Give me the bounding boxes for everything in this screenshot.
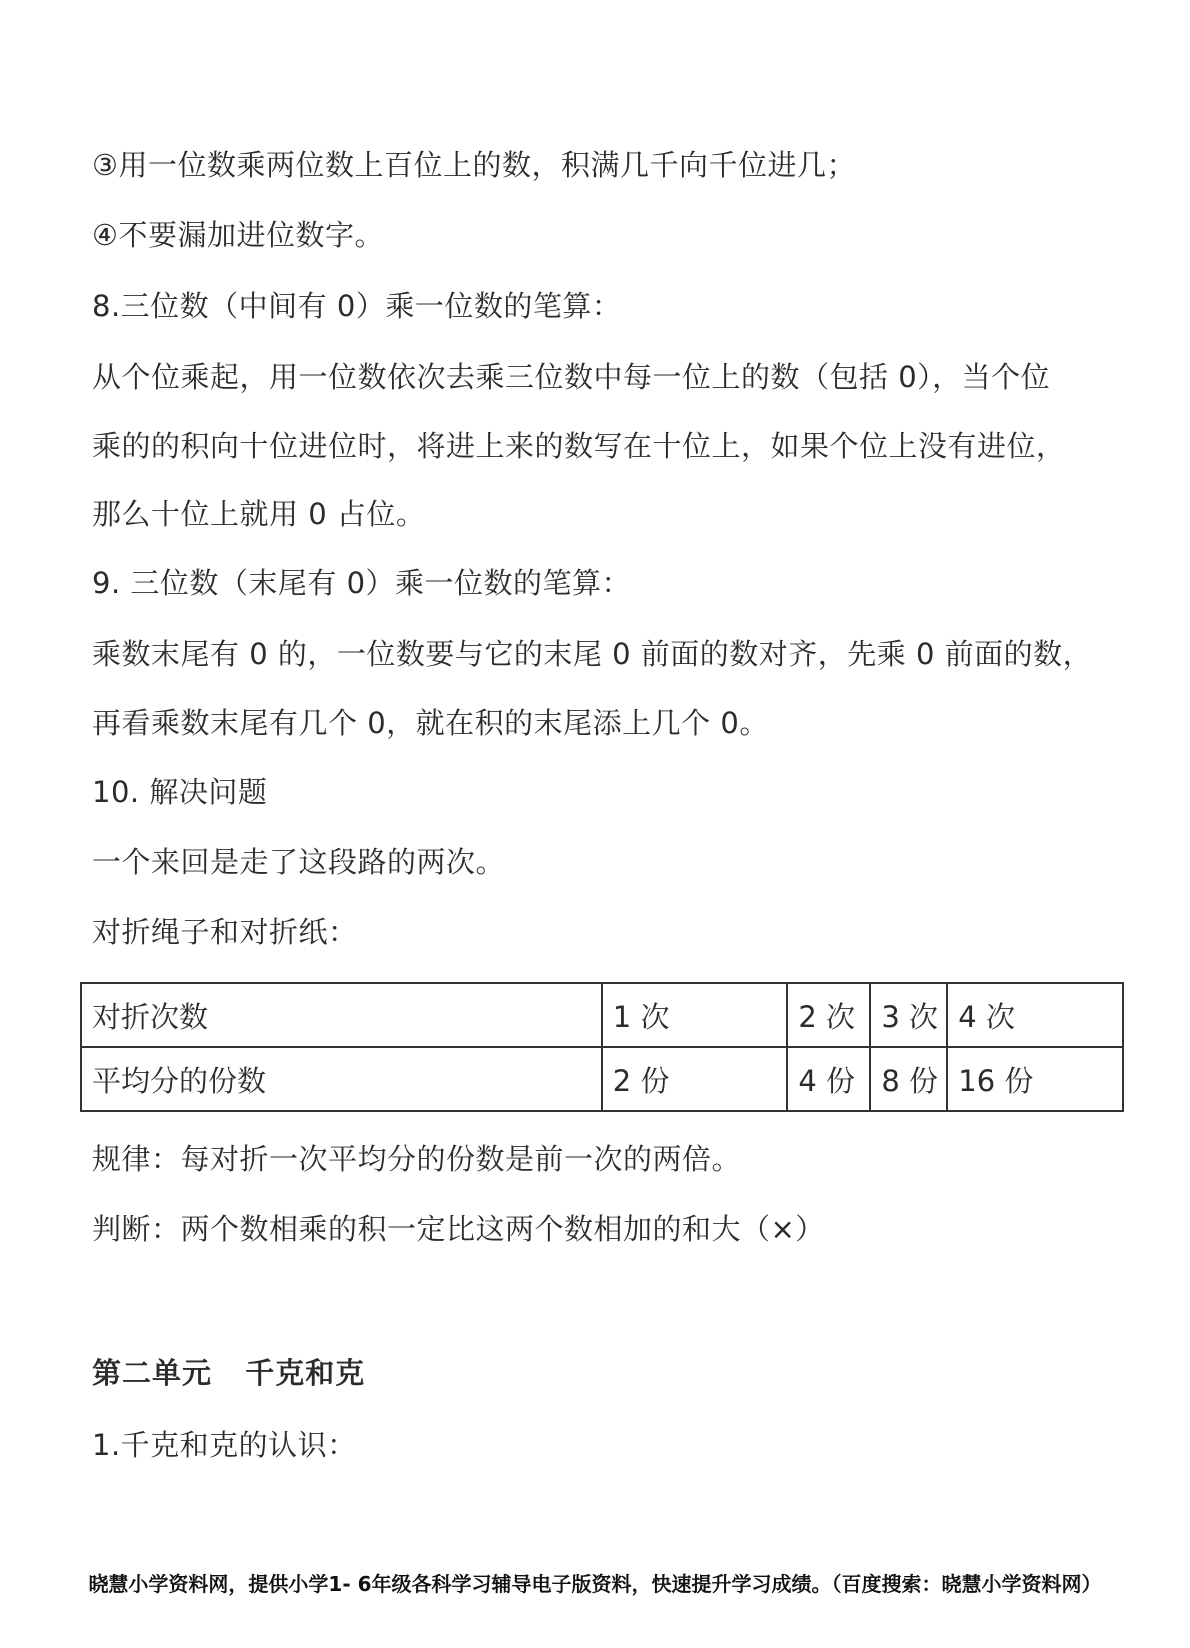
table-cell: 2 份 [602,1047,788,1111]
table-cell: 3 次 [870,983,947,1047]
table-cell: 8 份 [870,1047,947,1111]
unit-title: 第二单元 千克和克 [92,1356,366,1390]
text-line: ③用一位数乘两位数上百位上的数，积满几千向千位进几； [92,148,856,182]
rule-text: 规律：每对折一次平均分的份数是前一次的两倍。 [92,1142,742,1176]
table-cell: 16 份 [947,1047,1123,1111]
text-line: 对折绳子和对折纸： [92,915,358,949]
text-line: 一个来回是走了这段路的两次。 [92,845,506,879]
table-cell: 4 份 [787,1047,870,1111]
text-line: 再看乘数末尾有几个 0，就在积的末尾添上几个 0。 [92,706,769,740]
section-heading-8: 8.三位数（中间有 0）乘一位数的笔算： [92,289,622,323]
text-line: 那么十位上就用 0 占位。 [92,497,426,531]
text-line: 乘数末尾有 0 的，一位数要与它的末尾 0 前面的数对齐，先乘 0 前面的数， [92,637,1093,671]
table-cell: 1 次 [602,983,788,1047]
section-heading-10: 10. 解决问题 [92,775,268,809]
table-row [81,983,1123,1047]
text-line: ④不要漏加进位数字。 [92,218,384,252]
text-line: 乘的的积向十位进位时，将进上来的数写在十位上，如果个位上没有进位， [92,429,1066,463]
table-cell: 2 次 [787,983,870,1047]
judgement-text: 判断：两个数相乘的积一定比这两个数相加的和大（×） [92,1212,825,1246]
page-footer: 晓慧小学资料网，提供小学1- 6年级各科学习辅导电子版资料，快速提升学习成绩。（百度搜索：晓慧小学资料网） [88,1572,1102,1596]
table-cell: 对折次数 [81,983,602,1047]
table-cell: 4 次 [947,983,1123,1047]
table-cell: 平均分的份数 [81,1047,602,1111]
unit-item: 1.千克和克的认识： [92,1428,357,1462]
folding-table [80,982,1124,1112]
section-heading-9: 9. 三位数（末尾有 0）乘一位数的笔算： [92,566,632,600]
table-row [81,1047,1123,1111]
text-line: 从个位乘起，用一位数依次去乘三位数中每一位上的数（包括 0），当个位 [92,360,1051,394]
